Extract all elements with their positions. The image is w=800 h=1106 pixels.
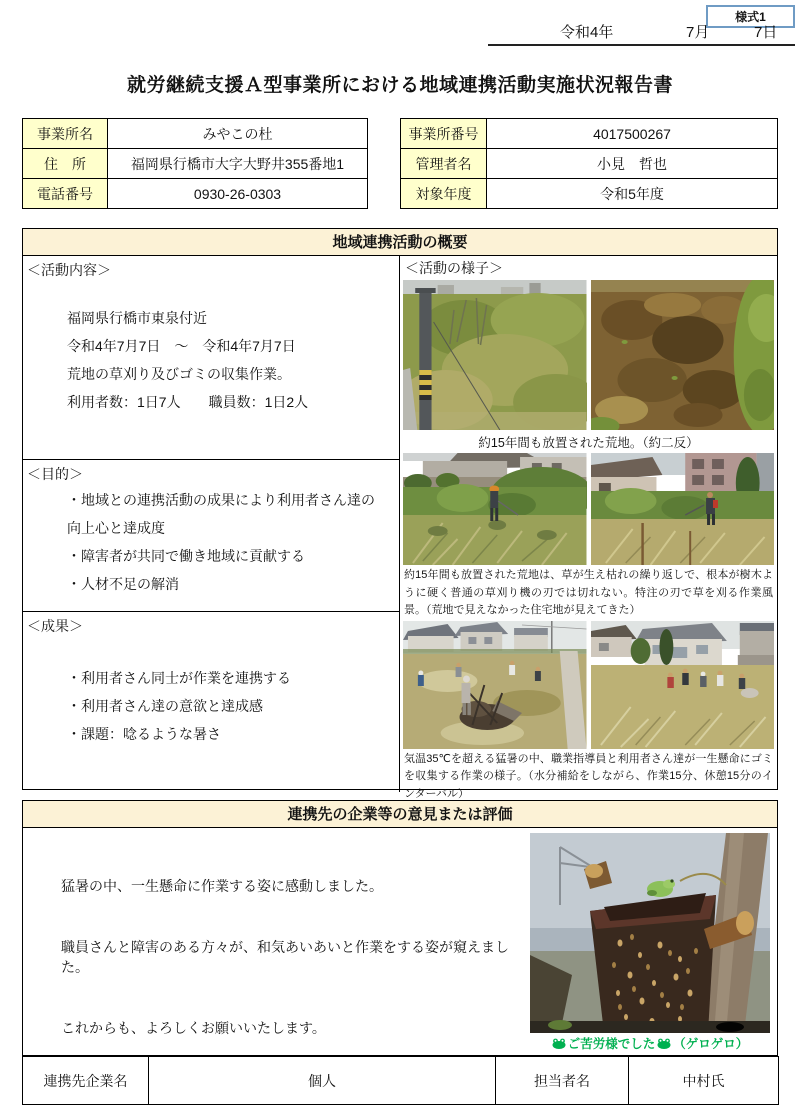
date-line bbox=[488, 24, 795, 46]
purpose-line: 向上心と達成度 bbox=[67, 520, 165, 536]
overview-photo-column bbox=[400, 256, 777, 800]
feedback-line: 職員さんと障害のある方々が、和気あいあいと作業をする姿が窺えました。 bbox=[61, 939, 509, 975]
partner-person-label: 担当者名 bbox=[496, 1057, 629, 1105]
purpose-line: ・人材不足の解消 bbox=[67, 576, 179, 592]
activity-line: 令和4年7月7日 ～ 令和4年7月7日 bbox=[67, 338, 296, 354]
overview-section bbox=[22, 228, 778, 800]
partner-person-value: 中村氏 bbox=[629, 1057, 779, 1105]
overview-section-header: 地域連携活動の概要 bbox=[23, 229, 777, 256]
results-line: ・利用者さん同士が作業を連携する bbox=[67, 670, 291, 686]
photo-caption-3: 気温35℃を超える猛暑の中、職業指導員と利用者さん達が一生懸命にゴミを収集する作業の様子。（水分補給をしながら、作業15分、休憩15分のインターバル） bbox=[404, 752, 773, 800]
page-title: 就労継続支援Ａ型事業所における地域連携活動実施状況報告書 bbox=[126, 75, 673, 96]
photo-dry-vines bbox=[591, 280, 775, 430]
feedback-caption-text: ご苦労様でした bbox=[567, 1037, 656, 1051]
table-row bbox=[23, 119, 368, 149]
feedback-section-header: 連携先の企業等の意見または評価 bbox=[23, 801, 777, 828]
purpose-heading: ＜目的＞ bbox=[27, 466, 83, 482]
feedback-line: 猛暑の中、一生懸命に作業する姿に感動しました。 bbox=[61, 878, 383, 894]
overview-text-column bbox=[23, 256, 400, 792]
photos-heading: ＜活動の様子＞ bbox=[405, 260, 503, 276]
activity-heading: ＜活動内容＞ bbox=[27, 262, 111, 278]
frog-icon bbox=[657, 1038, 671, 1049]
results-line: ・利用者さん達の意欲と達成感 bbox=[67, 698, 263, 714]
photo-garbage-1 bbox=[403, 621, 587, 749]
phone-value: 0930-26-0303 bbox=[108, 179, 368, 209]
phone-label: 電話番号 bbox=[23, 179, 108, 209]
table-row bbox=[401, 119, 778, 149]
manager-label: 管理者名 bbox=[401, 149, 487, 179]
photo-garbage-2 bbox=[591, 621, 775, 749]
photo-mowing-1 bbox=[403, 453, 587, 565]
address-value: 福岡県行橋市大字大野井355番地1 bbox=[108, 149, 368, 179]
photo-caption-1: 約15年間も放置された荒地。（約二反） bbox=[478, 436, 699, 450]
purpose-line: ・障害者が共同で働き地域に貢献する bbox=[67, 548, 305, 564]
top-bar bbox=[0, 0, 800, 48]
activity-line: 荒地の草刈り及びゴミの収集作業。 bbox=[67, 366, 291, 382]
date-day: 7日 bbox=[754, 24, 778, 41]
feedback-text bbox=[61, 876, 531, 1079]
purpose-cell bbox=[23, 460, 399, 612]
office-number-value: 4017500267 bbox=[487, 119, 778, 149]
photo-frog-on-stump bbox=[530, 833, 770, 1033]
table-row bbox=[23, 1057, 779, 1105]
feedback-photo-caption bbox=[530, 1034, 770, 1052]
address-label: 住 所 bbox=[23, 149, 108, 179]
office-name-label: 事業所名 bbox=[23, 119, 108, 149]
form-number-label: 様式1 bbox=[735, 10, 766, 24]
activity-line: 利用者数：1日7人 職員数：1日2人 bbox=[67, 394, 309, 410]
office-name-value: みやこの杜 bbox=[108, 119, 368, 149]
activity-cell bbox=[23, 256, 399, 460]
feedback-line: これからも、よろしくお願いいたします。 bbox=[61, 1020, 326, 1036]
purpose-line: ・地域との連携活動の成果により利用者さん達の bbox=[67, 492, 375, 508]
partner-company-label: 連携先企業名 bbox=[23, 1057, 149, 1105]
partner-table bbox=[22, 1056, 779, 1105]
manager-value: 小見 哲也 bbox=[487, 149, 778, 179]
photo-mowing-2 bbox=[591, 453, 775, 565]
office-info-table bbox=[22, 118, 368, 209]
fiscal-year-value: 令和5年度 bbox=[487, 179, 778, 209]
frog-icon bbox=[552, 1038, 566, 1049]
table-row bbox=[401, 179, 778, 209]
fiscal-year-label: 対象年度 bbox=[401, 179, 487, 209]
results-line: ・課題：唸るような暑さ bbox=[67, 726, 221, 742]
table-row bbox=[23, 179, 368, 209]
office-number-label: 事業所番号 bbox=[401, 119, 487, 149]
results-heading: ＜成果＞ bbox=[27, 618, 83, 634]
table-row bbox=[23, 149, 368, 179]
results-cell bbox=[23, 612, 399, 792]
info-tables bbox=[22, 118, 778, 209]
date-era-year: 令和4年 bbox=[560, 24, 614, 41]
photo-caption-2: 約15年間も放置された荒地は、草が生え枯れの繰り返しで、根本が樹木ように硬く普通の草刈り機の刃では切れない。特注の刃で草を刈る作業風景。（荒地で見えなかった住宅地が見えてきた） bbox=[404, 569, 773, 617]
office-number-table bbox=[400, 118, 778, 209]
activity-line: 福岡県行橋市東泉付近 bbox=[67, 310, 207, 326]
date-month: 7月 bbox=[686, 24, 710, 41]
photo-wasteland-pole bbox=[403, 280, 587, 430]
partner-company-value: 個人 bbox=[149, 1057, 496, 1105]
feedback-section bbox=[22, 800, 778, 1056]
feedback-caption-suffix: （ゲロゲロ） bbox=[673, 1037, 749, 1051]
table-row bbox=[401, 149, 778, 179]
